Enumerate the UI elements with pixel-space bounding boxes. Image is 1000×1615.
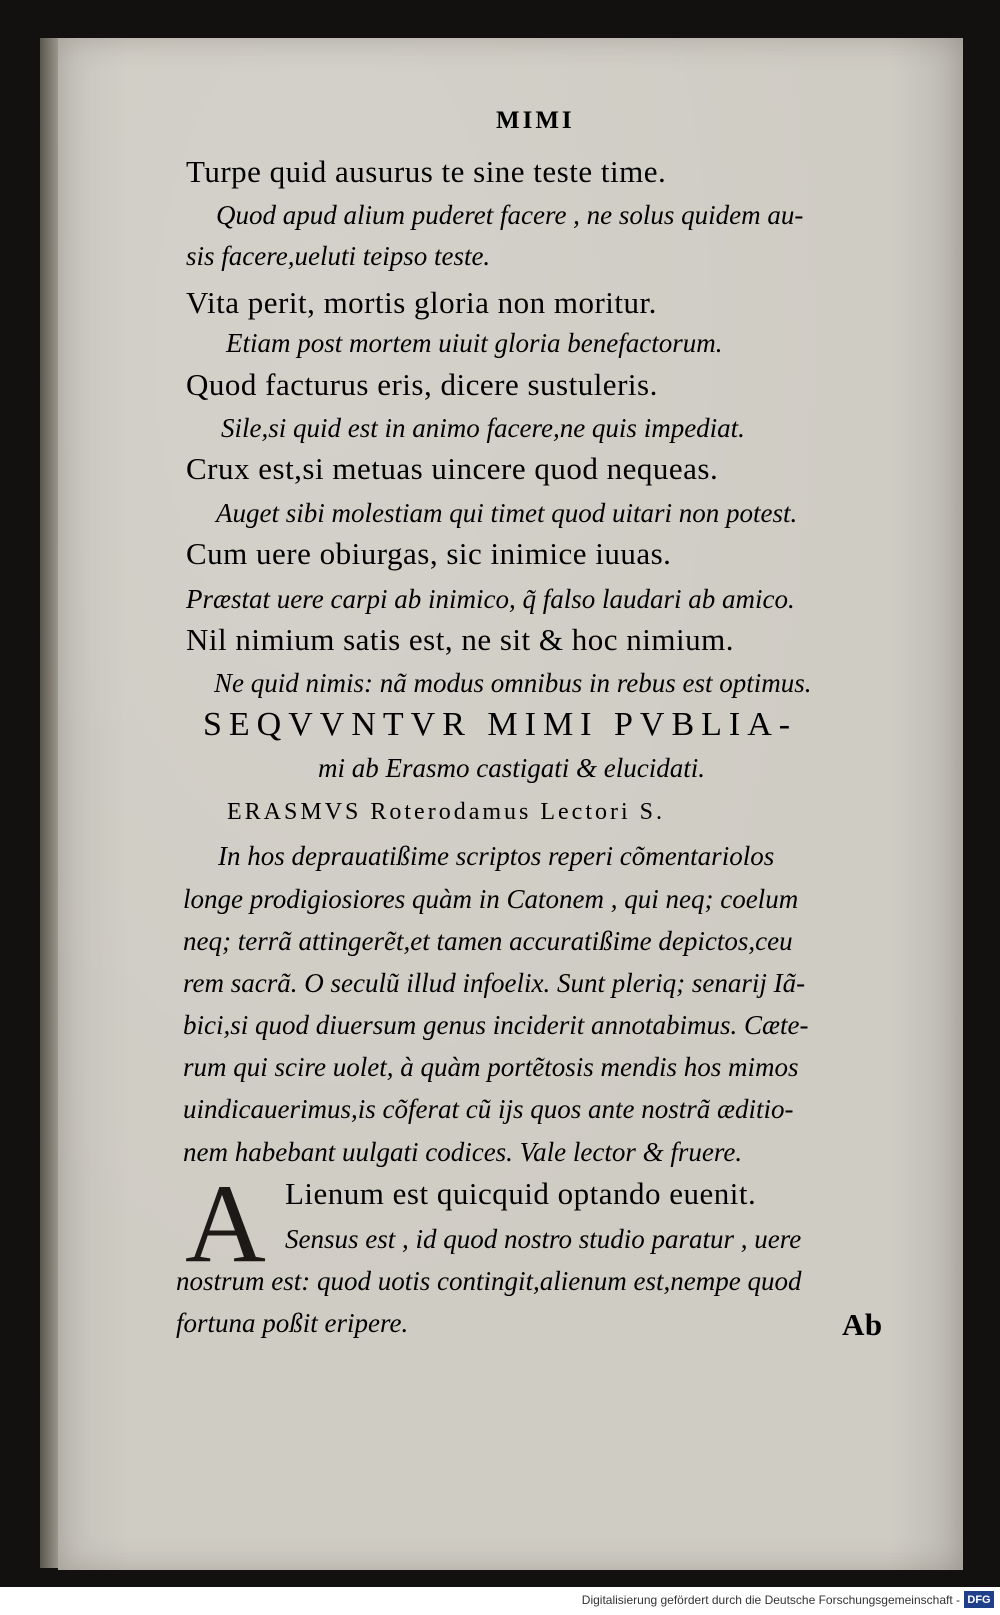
footer-credit: Digitalisierung gefördert durch die Deutsche Forschungsgemeinschaft - <box>581 1593 960 1607</box>
preface-line: neq; terrã attingerẽt,et tamen accuratißime depictos,ceu <box>183 926 793 956</box>
commentary-line: sis facere,ueluti teipso teste. <box>186 241 491 271</box>
section-subheading: mi ab Erasmo castigati & elucidati. <box>318 753 705 783</box>
commentary-line: Auget sibi molestiam qui timet quod uitari non potest. <box>216 498 798 528</box>
sententia-line: Nil nimium satis est, ne sit & hoc nimium. <box>186 622 734 657</box>
sententia-line: Vita perit, mortis gloria non moritur. <box>186 285 657 320</box>
catchword: Ab <box>842 1307 883 1342</box>
preface-line: uindicauerimus,is cõferat cũ ijs quos ante nostrã æditio- <box>183 1094 794 1124</box>
commentary-line: Sile,si quid est in animo facere,ne quis impediat. <box>221 413 745 443</box>
commentary-line: Præstat uere carpi ab inimico, q̃ falso laudari ab amico. <box>186 584 795 614</box>
commentary-line: nostrum est: quod uotis contingit,alienum est,nempe quod <box>176 1266 802 1296</box>
sententia-line: Quod facturus eris, dicere sustuleris. <box>186 367 658 402</box>
preface-line: longe prodigiosiores quàm in Catonem , qui neq; coelum <box>183 884 799 914</box>
dfg-logo-icon: DFG <box>964 1591 994 1608</box>
commentary-line: Etiam post mortem uiuit gloria benefactorum. <box>226 328 723 358</box>
running-head: MIMI <box>496 107 575 134</box>
section-heading: SEQVVNTVR MIMI PVBLIA- <box>203 706 798 743</box>
commentary-line: Ne quid nimis: nã modus omnibus in rebus est optimus. <box>214 668 812 698</box>
commentary-line: fortuna poßit eripere. <box>176 1308 409 1338</box>
preface-heading: ERASMVS Roterodamus Lectori S. <box>227 799 665 825</box>
commentary-line: Quod apud alium puderet facere , ne solus quidem au- <box>216 200 804 230</box>
sententia-line: Lienum est quicquid optando euenit. <box>285 1176 757 1211</box>
preface-line: nem habebant uulgati codices. Vale lector & fruere. <box>183 1137 743 1167</box>
sententia-line: Cum uere obiurgas, sic inimice iuuas. <box>186 536 672 571</box>
preface-line: In hos deprauatißime scriptos reperi cõmentariolos <box>218 841 775 871</box>
sententia-line: Turpe quid ausurus te sine teste time. <box>186 154 667 189</box>
commentary-line: Sensus est , id quod nostro studio paratur , uere <box>285 1224 802 1254</box>
preface-line: bici,si quod diuersum genus inciderit annotabimus. Cæte- <box>183 1010 809 1040</box>
drop-capital: A <box>185 1162 266 1286</box>
preface-line: rem sacrã. O seculũ illud infoelix. Sunt pleriq; senarij Iã- <box>183 968 806 998</box>
sententia-line: Crux est,si metuas uincere quod nequeas. <box>186 451 719 486</box>
preface-line: rum qui scire uolet, à quàm portẽtosis mendis hos mimos <box>183 1052 799 1082</box>
